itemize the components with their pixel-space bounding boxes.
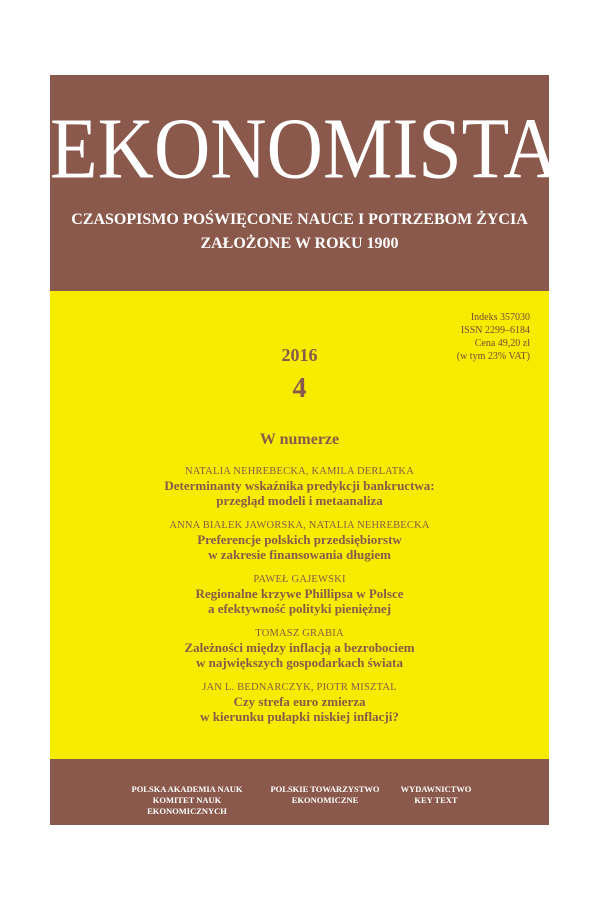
article-item — [50, 519, 549, 562]
publisher-key-text — [386, 784, 486, 806]
price: Cena 49,20 zł — [474, 338, 530, 349]
contents-heading: W numerze — [259, 431, 340, 448]
article-title: Regionalne krzywe Phillipsa w Polsce — [195, 586, 404, 601]
article-title-continued: przegląd modeli i metaanaliza — [216, 493, 383, 508]
magazine-subtitle: CZASOPISMO POŚWIĘCONE NAUCE I POTRZEBOM ŻYCIA — [71, 211, 528, 228]
article-authors: TOMASZ GRABIA — [255, 628, 344, 639]
issue-year: 2016 — [281, 345, 318, 365]
article-title-continued: w największych gospodarkach świata — [196, 655, 403, 670]
article-title-continued: w zakresie finansowania długiem — [208, 547, 391, 562]
magazine-title: EKONOMISTA — [50, 99, 560, 197]
article-title-continued: w kierunku pułapki niskiej inflacji? — [200, 709, 399, 724]
article-item — [50, 681, 549, 724]
publisher-band — [50, 759, 549, 825]
magazine-cover — [50, 75, 560, 825]
publisher-name: POLSKA AKADEMIA NAUK — [131, 784, 243, 794]
article-title: Zależności między inflacją a bezrobociem — [184, 640, 415, 655]
article-title: Determinanty wskaźnika predykcji bankructwa: — [164, 478, 435, 493]
masthead-band — [50, 75, 560, 291]
issn-number: ISSN 2299–6184 — [460, 325, 530, 336]
index-number: Indeks 357030 — [470, 312, 530, 323]
publisher-name-continued: EKONOMICZNE — [291, 795, 359, 805]
publisher-pte — [270, 784, 380, 806]
article-title-continued: a efektywność polityki pieniężnej — [207, 601, 392, 616]
article-authors: NATALIA NEHREBECKA, KAMILA DERLATKA — [185, 466, 414, 477]
article-item — [50, 627, 549, 670]
article-item — [50, 573, 549, 616]
publisher-pan — [112, 784, 262, 817]
issue-number: 4 — [292, 373, 307, 404]
founding-year-line: ZAŁOŻONE W ROKU 1900 — [200, 235, 399, 252]
publisher-name-continued: KOMITET NAUK EKONOMICZNYCH — [147, 795, 227, 816]
article-title: Czy strefa euro zmierza — [233, 694, 366, 709]
article-title: Preferencje polskich przedsiębiorstw — [197, 532, 402, 547]
article-authors: ANNA BIAŁEK JAWORSKA, NATALIA NEHREBECKA — [169, 520, 430, 531]
publisher-name-continued: KEY TEXT — [414, 795, 458, 805]
vat-note: (w tym 23% VAT) — [456, 351, 530, 362]
publisher-name: POLSKIE TOWARZYSTWO — [270, 784, 380, 794]
article-authors: JAN L. BEDNARCZYK, PIOTR MISZTAL — [202, 682, 397, 693]
article-list — [50, 465, 549, 735]
article-authors: PAWEŁ GAJEWSKI — [253, 574, 346, 585]
publisher-name: WYDAWNICTWO — [400, 784, 472, 794]
article-item — [50, 465, 549, 508]
